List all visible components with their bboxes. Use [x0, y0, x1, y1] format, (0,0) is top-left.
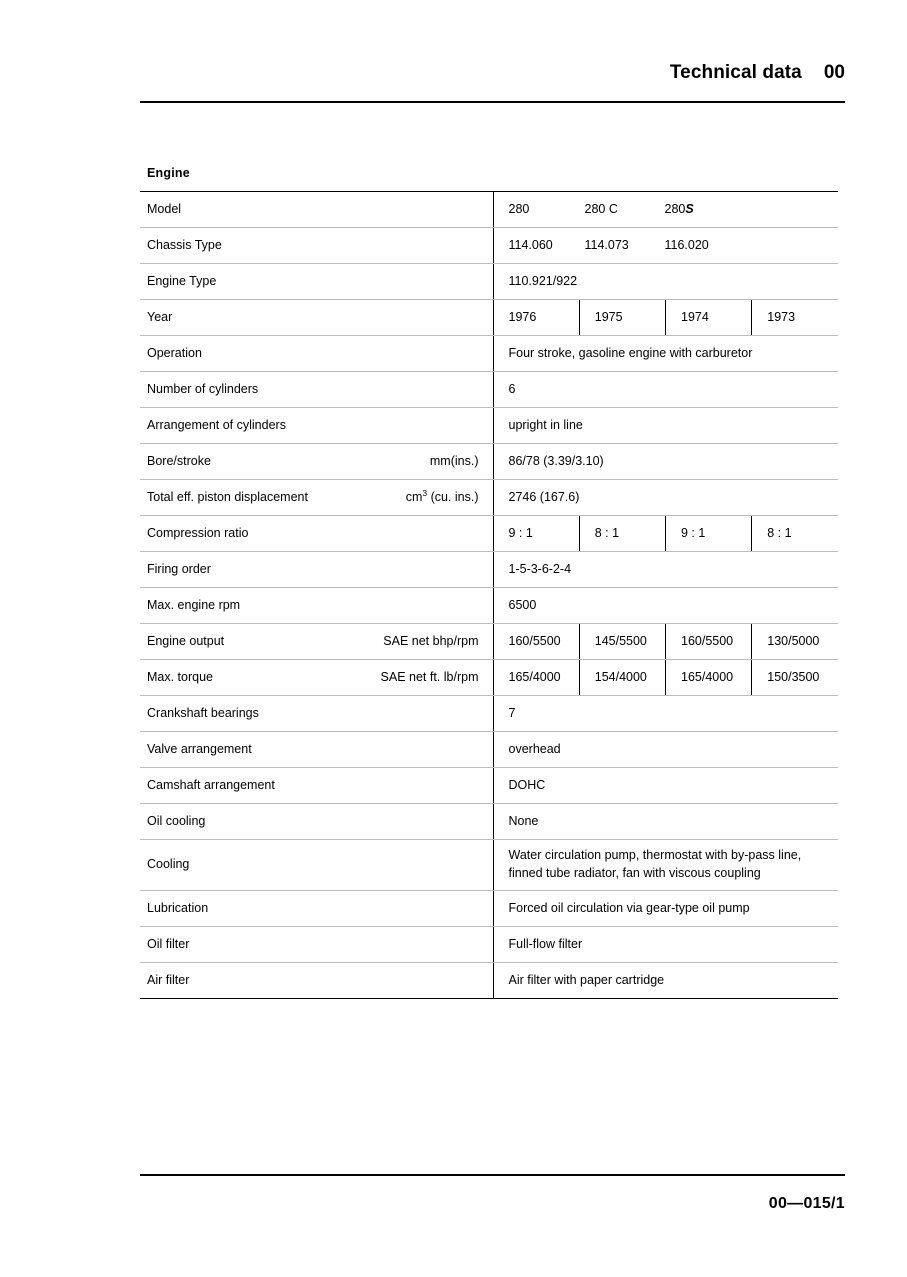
spec-value: 165/4000: [508, 669, 561, 684]
spec-label-cell: [140, 840, 493, 891]
spec-value: Four stroke, gasoline engine with carburetor: [508, 345, 753, 360]
spec-label: Crankshaft bearings: [147, 705, 259, 720]
spec-value: 1975: [594, 309, 623, 324]
spec-label-cell: [140, 300, 493, 336]
spec-label-cell: [140, 264, 493, 300]
spec-value: 1-5-3-6-2-4: [508, 561, 572, 576]
spec-label: Operation: [147, 345, 202, 360]
spec-value: 116.020: [664, 237, 709, 252]
spec-label: Compression ratio: [147, 525, 249, 540]
spec-label-cell: [140, 336, 493, 372]
spec-value: 150/3500: [767, 669, 820, 684]
table-row: [140, 444, 838, 480]
spec-value-cell: [579, 624, 665, 660]
spec-value: Forced oil circulation via gear-type oil pump: [508, 900, 750, 915]
header-rule: [140, 101, 845, 103]
chapter-number: 00: [823, 62, 845, 83]
spec-value: 160/5500: [681, 633, 734, 648]
spec-value: 280: [508, 201, 530, 216]
spec-value-cell: [493, 192, 838, 228]
spec-value-cell: [752, 624, 838, 660]
spec-label: Number of cylinders: [147, 381, 259, 396]
spec-value: 1976: [508, 309, 537, 324]
spec-value: 9 : 1: [681, 525, 706, 540]
spec-value-cell: [493, 660, 579, 696]
spec-value-cell: [493, 516, 579, 552]
table-row: [140, 624, 838, 660]
section-caption: Engine: [147, 166, 190, 180]
spec-label: Air filter: [147, 972, 190, 987]
spec-value: 6: [508, 381, 516, 396]
table-row: [140, 963, 838, 999]
spec-value-cell: [493, 336, 838, 372]
table-row: [140, 552, 838, 588]
table-row: [140, 768, 838, 804]
spec-value-cell: [493, 840, 838, 891]
spec-value-cell: [752, 516, 838, 552]
spec-label: Firing order: [147, 561, 211, 576]
spec-label-cell: [140, 732, 493, 768]
spec-label: Year: [147, 309, 173, 324]
spec-value-cell: [493, 804, 838, 840]
table-row: [140, 696, 838, 732]
spec-value: 6500: [508, 597, 537, 612]
spec-label-cell: [140, 963, 493, 999]
table-row: [140, 732, 838, 768]
spec-value: 86/78 (3.39/3.10): [508, 453, 604, 468]
spec-label-cell: [140, 804, 493, 840]
spec-label: Arrangement of cylinders: [147, 417, 286, 432]
spec-value: 7: [508, 705, 516, 720]
table-row: [140, 336, 838, 372]
spec-label-cell: [140, 768, 493, 804]
spec-unit-label: mm(ins.): [429, 453, 479, 468]
spec-value-cell: [666, 516, 752, 552]
spec-value-cell: [666, 624, 752, 660]
spec-label-cell: [140, 192, 493, 228]
spec-label: Camshaft arrangement: [147, 777, 275, 792]
spec-value-cell: [579, 660, 665, 696]
spec-value: 130/5000: [767, 633, 820, 648]
spec-value-cell: [752, 300, 838, 336]
spec-value: 280 C: [584, 201, 618, 216]
spec-value: 114.073: [584, 237, 629, 252]
spec-value-suffix: S: [685, 201, 694, 216]
table-row: [140, 192, 838, 228]
spec-value-cell: [579, 300, 665, 336]
spec-value: 280: [664, 201, 686, 216]
table-row: [140, 927, 838, 963]
spec-value-cell: [493, 927, 838, 963]
spec-value-cell: [493, 891, 838, 927]
spec-value: 165/4000: [681, 669, 734, 684]
spec-value: upright in line: [508, 417, 583, 432]
table-row: [140, 480, 838, 516]
spec-value-cell: [493, 408, 838, 444]
spec-label: Model: [147, 201, 182, 216]
spec-label-cell: [140, 552, 493, 588]
spec-value: 160/5500: [508, 633, 561, 648]
spec-label-cell: [140, 444, 493, 480]
spec-value-cell: [493, 768, 838, 804]
spec-label-cell: [140, 228, 493, 264]
running-head: [140, 62, 845, 84]
page-number: 00—015/1: [768, 1195, 845, 1212]
spec-value-cell: [493, 732, 838, 768]
table-row: [140, 264, 838, 300]
spec-value: Full-flow filter: [508, 936, 583, 951]
spec-value-cell: [752, 660, 838, 696]
spec-value-cell: [493, 588, 838, 624]
engine-spec-table: [140, 191, 838, 999]
spec-label: Valve arrangement: [147, 741, 252, 756]
table-row: [140, 408, 838, 444]
spec-label: Engine output: [147, 633, 225, 648]
table-row: [140, 660, 838, 696]
spec-value: 145/5500: [594, 633, 647, 648]
spec-label-cell: [140, 372, 493, 408]
spec-value: 8 : 1: [594, 525, 620, 540]
spec-value-cell: [493, 264, 838, 300]
table-row: [140, 588, 838, 624]
spec-value-group: [509, 237, 709, 255]
spec-value-cell: [493, 552, 838, 588]
spec-value-cell: [493, 372, 838, 408]
spec-value-cell: [493, 444, 838, 480]
spec-value: 110.921/922: [508, 273, 578, 288]
spec-value-cell: [493, 300, 579, 336]
table-row: [140, 372, 838, 408]
page-title: Technical data: [669, 62, 802, 83]
spec-label: Engine Type: [147, 273, 217, 288]
spec-label-cell: [140, 624, 493, 660]
spec-value: 1973: [767, 309, 796, 324]
spec-value: Water circulation pump, thermostat with by-pass line, finned tube radiator, fan with viscous coupling: [508, 848, 802, 880]
spec-label: Max. torque: [147, 669, 214, 684]
spec-value-cell: [493, 228, 838, 264]
spec-label: Total eff. piston displacement: [147, 489, 308, 504]
spec-value: 9 : 1: [508, 525, 533, 540]
unit-exponent: 3: [422, 487, 428, 498]
spec-label: Cooling: [147, 857, 190, 872]
spec-label-cell: [140, 588, 493, 624]
spec-value: None: [508, 813, 539, 828]
spec-label: Oil filter: [147, 936, 190, 951]
spec-unit-label: [406, 489, 483, 507]
table-row: [140, 891, 838, 927]
spec-label-cell: [140, 660, 493, 696]
spec-label-cell: [140, 891, 493, 927]
spec-unit-label: SAE net ft. lb/rpm: [380, 669, 479, 684]
table-row: [140, 300, 838, 336]
spec-value: DOHC: [508, 777, 546, 792]
spec-label: Chassis Type: [147, 237, 222, 252]
spec-value: overhead: [508, 741, 561, 756]
unit-base: cm: [405, 489, 423, 504]
spec-unit-label: SAE net bhp/rpm: [383, 633, 479, 648]
table-row: [140, 840, 838, 891]
spec-value-group: [509, 201, 694, 219]
spec-label: Oil cooling: [147, 813, 206, 828]
spec-value: 2746 (167.6): [508, 489, 580, 504]
spec-value: 1974: [681, 309, 709, 324]
spec-label-cell: [140, 696, 493, 732]
spec-label: Bore/stroke: [147, 453, 211, 468]
spec-value-cell: [666, 660, 752, 696]
spec-value-cell: [493, 624, 579, 660]
footer-rule: [140, 1174, 845, 1176]
spec-value: Air filter with paper cartridge: [508, 972, 665, 987]
spec-value-cell: [579, 516, 665, 552]
spec-label-cell: [140, 480, 493, 516]
spec-value: 114.060: [508, 237, 553, 252]
table-row: [140, 804, 838, 840]
table-row: [140, 516, 838, 552]
table-row: [140, 228, 838, 264]
spec-value-cell: [493, 696, 838, 732]
spec-label: Lubrication: [147, 900, 209, 915]
spec-value: 8 : 1: [767, 525, 792, 540]
spec-label-cell: [140, 516, 493, 552]
spec-value: 154/4000: [594, 669, 647, 684]
spec-label: Max. engine rpm: [147, 597, 241, 612]
spec-value-cell: [493, 480, 838, 516]
spec-label-cell: [140, 927, 493, 963]
spec-value-cell: [666, 300, 752, 336]
spec-label-cell: [140, 408, 493, 444]
unit-tail: (cu. ins.): [427, 489, 479, 504]
spec-value-cell: [493, 963, 838, 999]
